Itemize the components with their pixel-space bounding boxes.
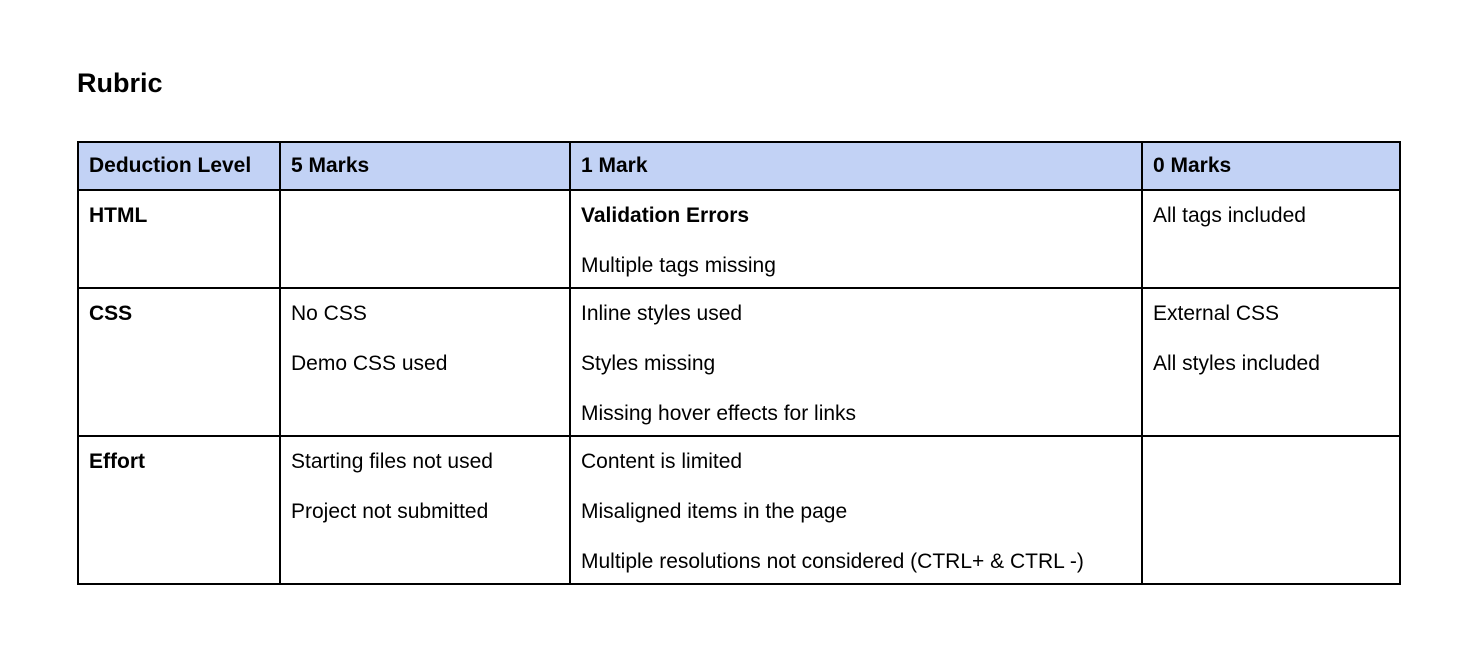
table-header-row: [78, 142, 1400, 190]
header-0-marks: 0 Marks: [1142, 142, 1400, 190]
zero-marks-cell: [1142, 190, 1400, 288]
one-mark-cell: [570, 190, 1142, 288]
table-row-effort: [78, 436, 1400, 584]
criterion-item: Misaligned items in the page: [581, 500, 848, 523]
table-row-css: [78, 288, 1400, 436]
criterion-item: All styles included: [1153, 352, 1320, 375]
zero-marks-cell: [1142, 288, 1400, 436]
header-1-mark: 1 Mark: [570, 142, 1142, 190]
criterion-item: Styles missing: [581, 352, 716, 375]
criterion-item: External CSS: [1153, 302, 1280, 325]
header-deduction-level: Deduction Level: [78, 142, 280, 190]
five-marks-cell: [280, 436, 570, 584]
table-row-html: [78, 190, 1400, 288]
criterion-item: No CSS: [291, 302, 367, 325]
one-mark-cell: [570, 436, 1142, 584]
row-level-label: HTML: [89, 204, 148, 227]
row-level-cell: [78, 190, 280, 288]
criterion-item: Project not submitted: [291, 500, 489, 523]
row-level-cell: [78, 436, 280, 584]
criterion-item: Multiple tags missing: [581, 254, 776, 277]
header-5-marks: 5 Marks: [280, 142, 570, 190]
criterion-item: All tags included: [1153, 204, 1306, 227]
criterion-item: Content is limited: [581, 450, 743, 473]
criterion-item: Demo CSS used: [291, 352, 448, 375]
criterion-item: Missing hover effects for links: [581, 402, 857, 425]
page-title: Rubric: [77, 68, 163, 98]
rubric-table: [77, 141, 1401, 585]
criterion-item: Validation Errors: [581, 204, 750, 227]
one-mark-cell: [570, 288, 1142, 436]
criterion-item: Inline styles used: [581, 302, 743, 325]
five-marks-cell: [280, 190, 570, 288]
criterion-item: Multiple resolutions not considered (CTRL+ & CTRL -): [581, 550, 1084, 573]
five-marks-cell: [280, 288, 570, 436]
criterion-item: Starting files not used: [291, 450, 493, 473]
row-level-label: CSS: [89, 302, 133, 325]
row-level-label: Effort: [89, 450, 145, 473]
zero-marks-cell: [1142, 436, 1400, 584]
row-level-cell: [78, 288, 280, 436]
